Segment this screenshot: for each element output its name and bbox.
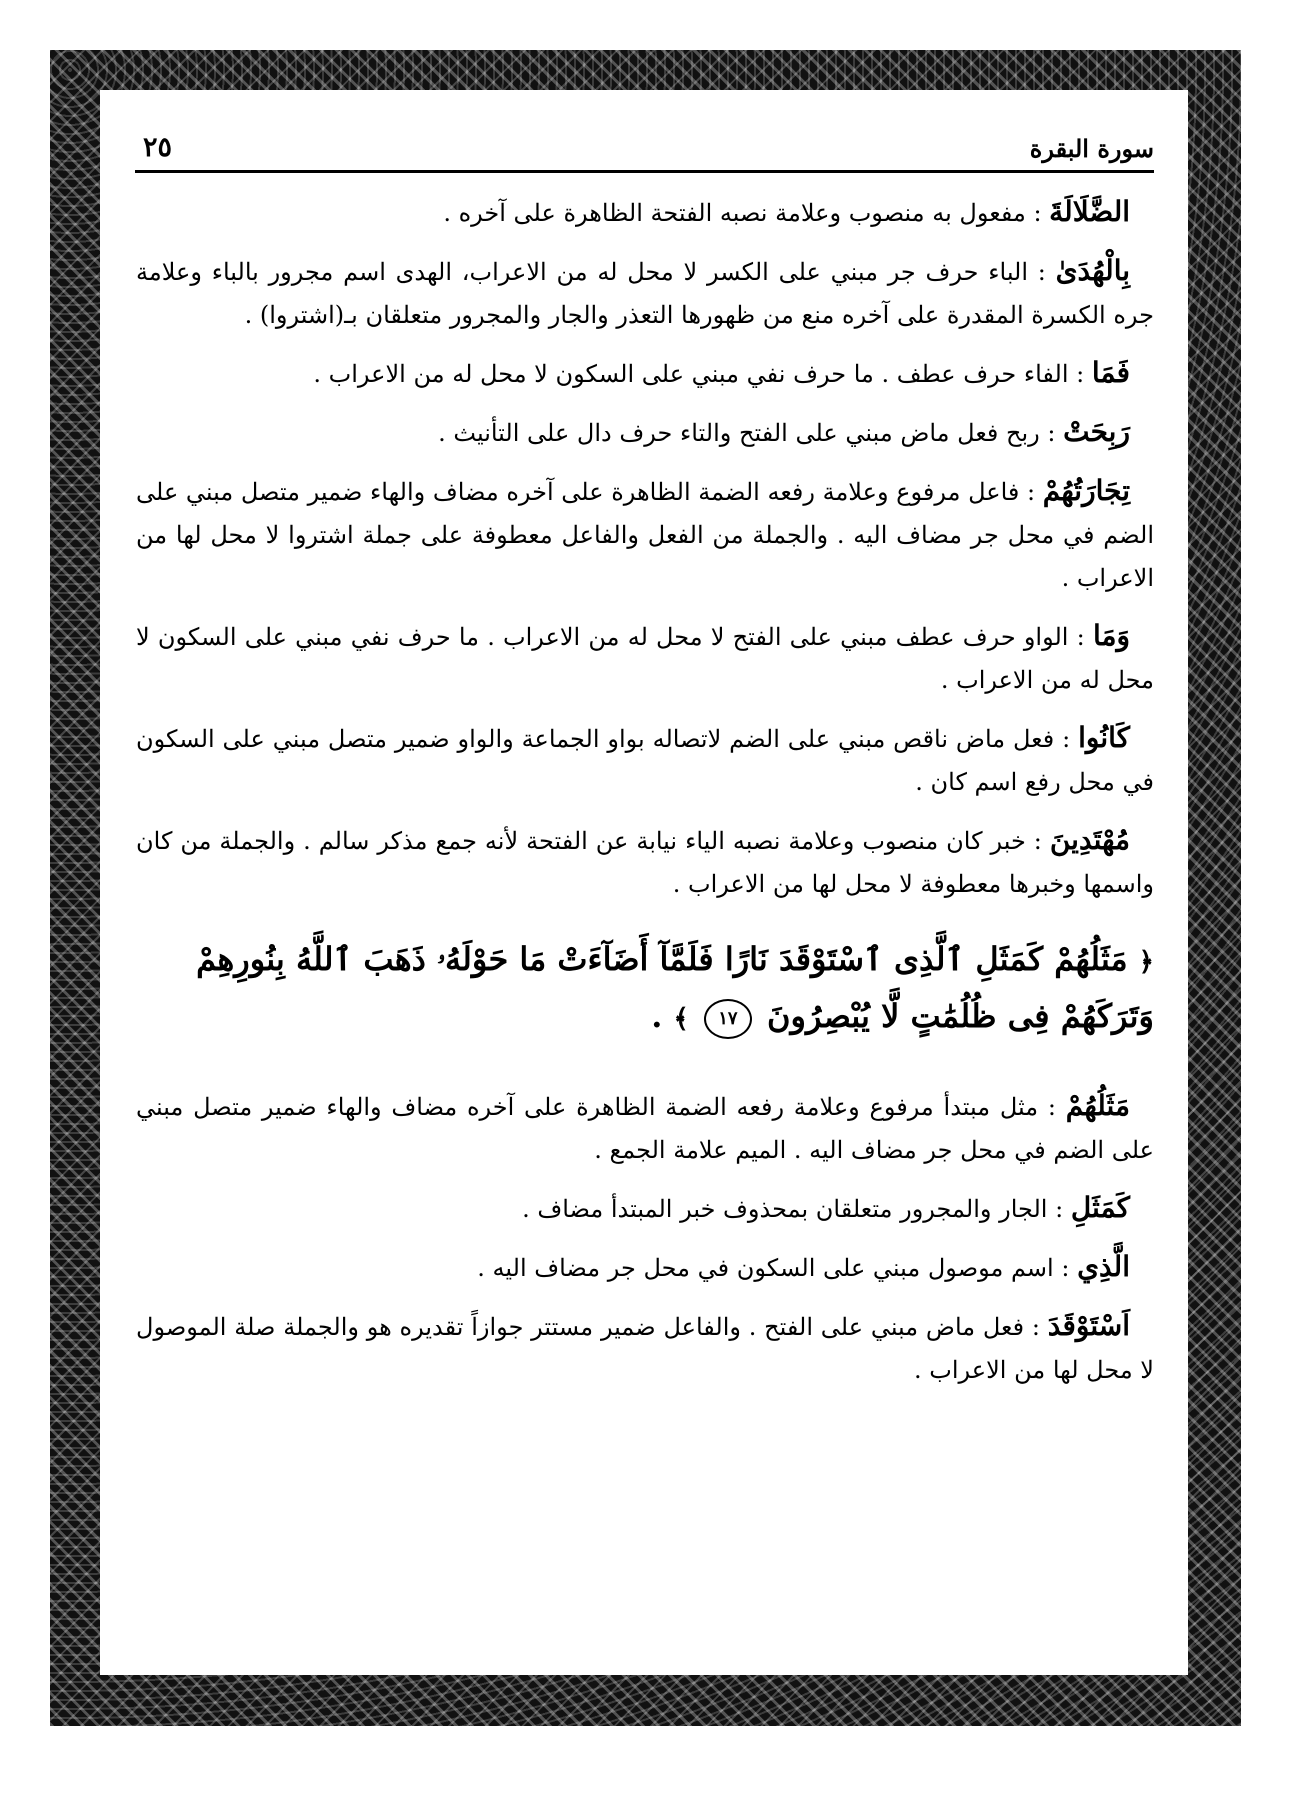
entry-headword: وَمَا bbox=[1092, 619, 1131, 652]
entry-text: ربح فعل ماض مبني على الفتح والتاء حرف دال على التأنيث . bbox=[438, 419, 1040, 447]
entry-separator: : bbox=[1024, 1313, 1048, 1341]
analysis-entry bbox=[136, 1304, 1154, 1392]
verse-text: مَثَلُهُمْ كَمَثَلِ ٱلَّذِى ٱسْتَوْقَدَ نَارًا فَلَمَّآ أَضَآءَتْ مَا حَوْلَهُۥ ذَهَبَ ٱللَّهُ بِنُورِهِمْ وَتَرَكَهُمْ فِى ظُلُمَٰتٍ لَّا يُبْصِرُونَ bbox=[196, 940, 1154, 1035]
entry-text: خبر كان منصوب وعلامة نصبه الياء نيابة عن الفتحة لأنه جمع مذكر سالم . والجملة من كان واسمها وخبرها معطوفة لا محل لها من الاعراب . bbox=[136, 827, 1154, 898]
analysis-entry bbox=[136, 1186, 1154, 1231]
entry-headword: مُهْتَدِينَ bbox=[1049, 823, 1131, 856]
entry-text: فعل ماض ناقص مبني على الضم لاتصاله بواو الجماعة والواو ضمير متصل مبني على السكون في محل رفع اسم كان . bbox=[136, 725, 1154, 796]
analysis-block-1 bbox=[136, 190, 1154, 906]
entry-text: الجار والمجرور متعلقان بمحذوف خبر المبتدأ مضاف . bbox=[522, 1195, 1048, 1223]
analysis-entry bbox=[136, 249, 1154, 337]
entry-separator: : bbox=[1054, 725, 1079, 753]
entry-headword: تِجَارَتُهُمْ bbox=[1042, 474, 1131, 507]
entry-text: مفعول به منصوب وعلامة نصبه الفتحة الظاهرة على آخره . bbox=[443, 199, 1026, 227]
analysis-entry bbox=[136, 469, 1154, 600]
entry-headword: كَانُوا bbox=[1078, 721, 1130, 754]
entry-text: فاعل مرفوع وعلامة رفعه الضمة الظاهرة على آخره مضاف والهاء ضمير متصل مبني على الضم في محل جر مضاف اليه . والجملة من الفعل والفاعل معطوفة على جملة اشتروا لا محل لها من الاعراب . bbox=[136, 478, 1154, 592]
entry-headword: الَّذِي bbox=[1077, 1250, 1130, 1283]
analysis-entry bbox=[136, 716, 1154, 804]
entry-text: الباء حرف جر مبني على الكسر لا محل له من الاعراب، الهدى اسم مجرور بالباء وعلامة جره الكسرة المقدرة على آخره منع من ظهورها التعذر والجار والمجرور متعلقان بـ(اشتروا) . bbox=[136, 258, 1154, 329]
analysis-entry bbox=[136, 190, 1154, 235]
page bbox=[100, 90, 1188, 1675]
entry-separator: : bbox=[1025, 199, 1050, 227]
quran-verse bbox=[136, 932, 1154, 1046]
page-number: ٢٥ bbox=[143, 132, 173, 163]
entry-separator: : bbox=[1053, 1254, 1078, 1282]
entry-separator: : bbox=[1039, 419, 1064, 447]
entry-headword: الضَّلَالَةَ bbox=[1049, 195, 1130, 228]
entry-separator: : bbox=[1025, 827, 1050, 855]
entry-separator: : bbox=[1019, 478, 1043, 506]
entry-headword: اَسْتَوْقَدَ bbox=[1047, 1309, 1131, 1342]
analysis-entry bbox=[136, 1084, 1154, 1172]
entry-separator: : bbox=[1047, 1195, 1071, 1223]
entry-text: مثل مبتدأ مرفوع وعلامة رفعه الضمة الظاهرة على آخره مضاف والهاء ضمير متصل مبني على الضم في محل جر مضاف اليه . الميم علامة الجمع . bbox=[136, 1093, 1154, 1164]
entry-separator: : bbox=[1068, 623, 1093, 651]
entry-headword: كَمَثَلِ bbox=[1070, 1191, 1130, 1224]
page-content bbox=[136, 190, 1154, 1406]
entry-text: الفاء حرف عطف . ما حرف نفي مبني على السكون لا محل له من الاعراب . bbox=[313, 360, 1069, 388]
entry-headword: فَمَا bbox=[1091, 356, 1130, 389]
entry-separator: : bbox=[1038, 1093, 1066, 1121]
entry-separator: : bbox=[1028, 258, 1056, 286]
entry-text: الواو حرف عطف مبني على الفتح لا محل له من الاعراب . ما حرف نفي مبني على السكون لا محل له من الاعراب . bbox=[136, 623, 1154, 694]
analysis-block-2 bbox=[136, 1084, 1154, 1392]
verse-close-bracket: ﴾ bbox=[673, 1004, 689, 1034]
verse-end: . bbox=[651, 997, 663, 1035]
analysis-entry bbox=[136, 351, 1154, 396]
analysis-entry bbox=[136, 614, 1154, 702]
entry-text: اسم موصول مبني على السكون في محل جر مضاف اليه . bbox=[477, 1254, 1054, 1282]
page-header bbox=[135, 132, 1154, 173]
analysis-entry bbox=[136, 1245, 1154, 1290]
entry-text: فعل ماض مبني على الفتح . والفاعل ضمير مستتر جوازاً تقديره هو والجملة صلة الموصول لا محل لها من الاعراب . bbox=[136, 1313, 1154, 1384]
verse-open-bracket: ﴿ bbox=[1138, 947, 1154, 977]
running-title: سورة البقرة bbox=[1029, 134, 1154, 163]
entry-separator: : bbox=[1068, 360, 1092, 388]
analysis-entry bbox=[136, 410, 1154, 455]
entry-headword: بِالْهُدَىٰ bbox=[1055, 254, 1131, 287]
analysis-entry bbox=[136, 818, 1154, 906]
entry-headword: رَبِحَتْ bbox=[1063, 415, 1130, 448]
ayah-number: ١٧ bbox=[704, 999, 752, 1039]
entry-headword: مَثَلُهُمْ bbox=[1065, 1089, 1131, 1122]
